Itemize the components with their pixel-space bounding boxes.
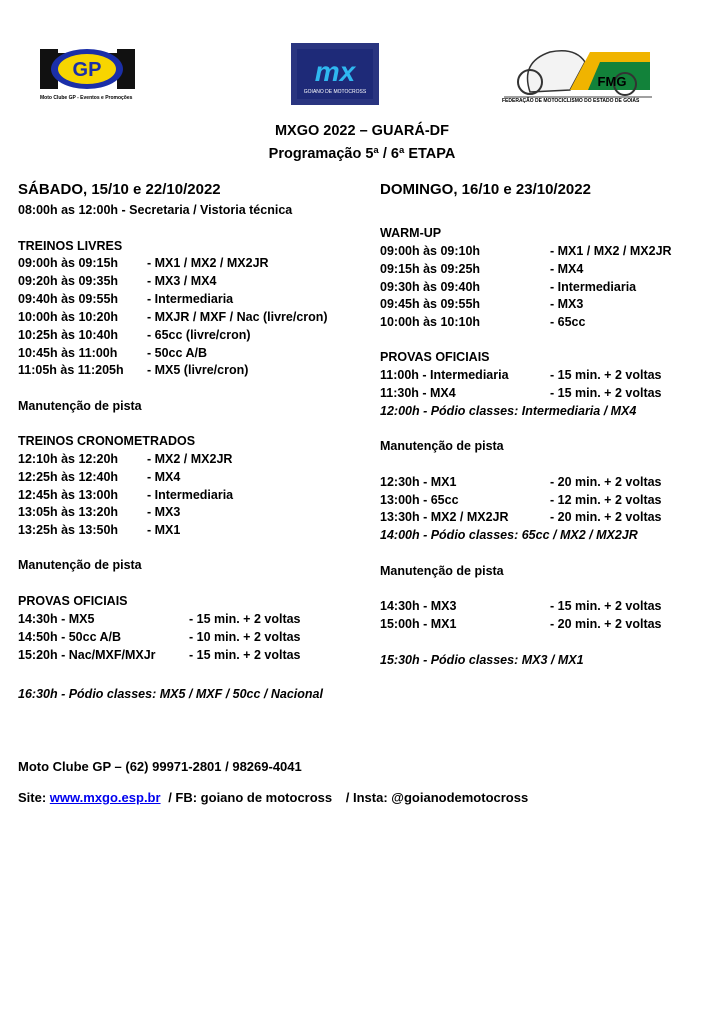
schedule-class: - MX1 / MX2 / MX2JR bbox=[550, 244, 672, 258]
race-label: 13:00h - 65cc bbox=[380, 493, 459, 507]
saturday-heading: SÁBADO, 15/10 e 22/10/2022 bbox=[18, 181, 221, 198]
schedule-time: 09:20h às 09:35h bbox=[18, 274, 119, 288]
svg-text:GP: GP bbox=[72, 59, 102, 81]
svg-text:GOIANO DE MOTOCROSS: GOIANO DE MOTOCROSS bbox=[303, 89, 367, 95]
race-label: 12:30h - MX1 bbox=[380, 475, 457, 489]
race-label: 11:00h - Intermediaria bbox=[380, 368, 509, 382]
social-line bbox=[18, 790, 528, 805]
schedule-time: 09:00h às 09:15h bbox=[18, 256, 119, 270]
sunday-heading: DOMINGO, 16/10 e 23/10/2022 bbox=[380, 181, 591, 198]
race-label: 13:30h - MX2 / MX2JR bbox=[380, 510, 509, 524]
schedule-time: 09:00h às 09:10h bbox=[380, 244, 481, 258]
race-label: 15:00h - MX1 bbox=[380, 617, 457, 631]
schedule-time: 13:25h às 13:50h bbox=[18, 523, 119, 537]
race-duration: - 15 min. + 2 voltas bbox=[550, 386, 662, 400]
saturday-secretaria: 08:00h as 12:00h - Secretaria / Vistoria técnica bbox=[18, 203, 293, 217]
schedule-class: - MX3 bbox=[550, 297, 584, 311]
schedule-class: - MX3 / MX4 bbox=[147, 274, 217, 288]
schedule-class: - Intermediaria bbox=[550, 280, 637, 294]
schedule-class: - 50cc A/B bbox=[147, 346, 207, 360]
schedule-time: 12:10h às 12:20h bbox=[18, 452, 119, 466]
race-duration: - 10 min. + 2 voltas bbox=[189, 630, 301, 644]
race-duration: - 20 min. + 2 voltas bbox=[550, 617, 662, 631]
manutencao-label: Manutenção de pista bbox=[18, 558, 142, 572]
svg-text:mx: mx bbox=[314, 56, 356, 87]
race-label: 11:30h - MX4 bbox=[380, 386, 456, 400]
facebook-label: / FB: goiano de motocross bbox=[168, 790, 333, 805]
schedule-time: 10:25h às 10:40h bbox=[18, 328, 119, 342]
schedule-class: - Intermediaria bbox=[147, 292, 234, 306]
manutencao-label: Manutenção de pista bbox=[18, 399, 142, 413]
race-label: 14:30h - MX5 bbox=[18, 612, 95, 626]
race-label: 15:20h - Nac/MXF/MXJr bbox=[18, 648, 156, 662]
race-duration: - 15 min. + 2 voltas bbox=[550, 368, 662, 382]
site-link[interactable]: www.mxgo.esp.br bbox=[49, 790, 161, 805]
schedule-time: 09:30h às 09:40h bbox=[380, 280, 481, 294]
podio-label: 12:00h - Pódio classes: Intermediaria / MX4 bbox=[380, 404, 637, 418]
schedule-time: 12:25h às 12:40h bbox=[18, 470, 119, 484]
schedule-class: - Intermediaria bbox=[147, 488, 234, 502]
race-duration: - 15 min. + 2 voltas bbox=[189, 612, 301, 626]
schedule-class: - 65cc (livre/cron) bbox=[147, 328, 251, 342]
race-duration: - 20 min. + 2 voltas bbox=[550, 510, 662, 524]
treinos-livres-title: TREINOS LIVRES bbox=[18, 239, 123, 253]
fmg-logo bbox=[500, 42, 655, 108]
schedule-time: 10:00h às 10:10h bbox=[380, 315, 481, 329]
schedule-time: 12:45h às 13:00h bbox=[18, 488, 119, 502]
manutencao-label: Manutenção de pista bbox=[380, 564, 504, 578]
provas-oficiais-title: PROVAS OFICIAIS bbox=[380, 350, 490, 364]
instagram-label: / Insta: @goianodemotocross bbox=[345, 790, 529, 805]
race-duration: - 12 min. + 2 voltas bbox=[550, 493, 662, 507]
schedule-time: 09:15h às 09:25h bbox=[380, 262, 481, 276]
schedule-class: - MXJR / MXF / Nac (livre/cron) bbox=[147, 310, 328, 324]
site-label: Site: bbox=[18, 790, 47, 805]
schedule-class: - 65cc bbox=[550, 315, 586, 329]
gp-logo bbox=[40, 45, 135, 103]
race-duration: - 15 min. + 2 voltas bbox=[550, 599, 662, 613]
provas-oficiais-title: PROVAS OFICIAIS bbox=[18, 594, 128, 608]
podio-label: 14:00h - Pódio classes: 65cc / MX2 / MX2JR bbox=[380, 528, 638, 542]
schedule-class: - MX1 bbox=[147, 523, 181, 537]
schedule-time: 13:05h às 13:20h bbox=[18, 505, 119, 519]
fmg-logo-caption: FEDERAÇÃO DE MOTOCICLISMO DO ESTADO DE GOIÁS bbox=[502, 98, 640, 104]
treinos-crono-title: TREINOS CRONOMETRADOS bbox=[18, 434, 196, 448]
warmup-title: WARM-UP bbox=[380, 226, 442, 240]
schedule-time: 10:45h às 11:00h bbox=[18, 346, 118, 360]
schedule-time: 10:00h às 10:20h bbox=[18, 310, 119, 324]
page-subtitle: Programação 5ª / 6ª ETAPA bbox=[268, 146, 456, 162]
schedule-time: 09:45h às 09:55h bbox=[380, 297, 481, 311]
manutencao-label: Manutenção de pista bbox=[380, 439, 504, 453]
race-label: 14:50h - 50cc A/B bbox=[18, 630, 122, 644]
mx-logo-graphic bbox=[291, 43, 379, 105]
schedule-class: - MX4 bbox=[147, 470, 181, 484]
schedule-time: 09:40h às 09:55h bbox=[18, 292, 119, 306]
gp-logo-caption: Moto Clube GP - Eventos e Promoções bbox=[40, 95, 133, 101]
schedule-class: - MX1 / MX2 / MX2JR bbox=[147, 256, 269, 270]
schedule-time: 11:05h às 11:205h bbox=[18, 363, 124, 377]
schedule-class: - MX3 bbox=[147, 505, 181, 519]
schedule-class: - MX5 (livre/cron) bbox=[147, 363, 249, 377]
contact-line: Moto Clube GP – (62) 99971-2801 / 98269-4041 bbox=[18, 759, 302, 774]
podio-label: 15:30h - Pódio classes: MX3 / MX1 bbox=[380, 653, 584, 667]
race-duration: - 20 min. + 2 voltas bbox=[550, 475, 662, 489]
race-duration: - 15 min. + 2 voltas bbox=[189, 648, 301, 662]
schedule-class: - MX4 bbox=[550, 262, 584, 276]
schedule-class: - MX2 / MX2JR bbox=[147, 452, 233, 466]
page-title: MXGO 2022 – GUARÁ-DF bbox=[274, 123, 450, 139]
svg-text:FMG: FMG bbox=[597, 74, 627, 89]
mx-logo bbox=[291, 43, 379, 105]
race-label: 14:30h - MX3 bbox=[380, 599, 457, 613]
podio-label: 16:30h - Pódio classes: MX5 / MXF / 50cc / Nacional bbox=[18, 687, 323, 701]
